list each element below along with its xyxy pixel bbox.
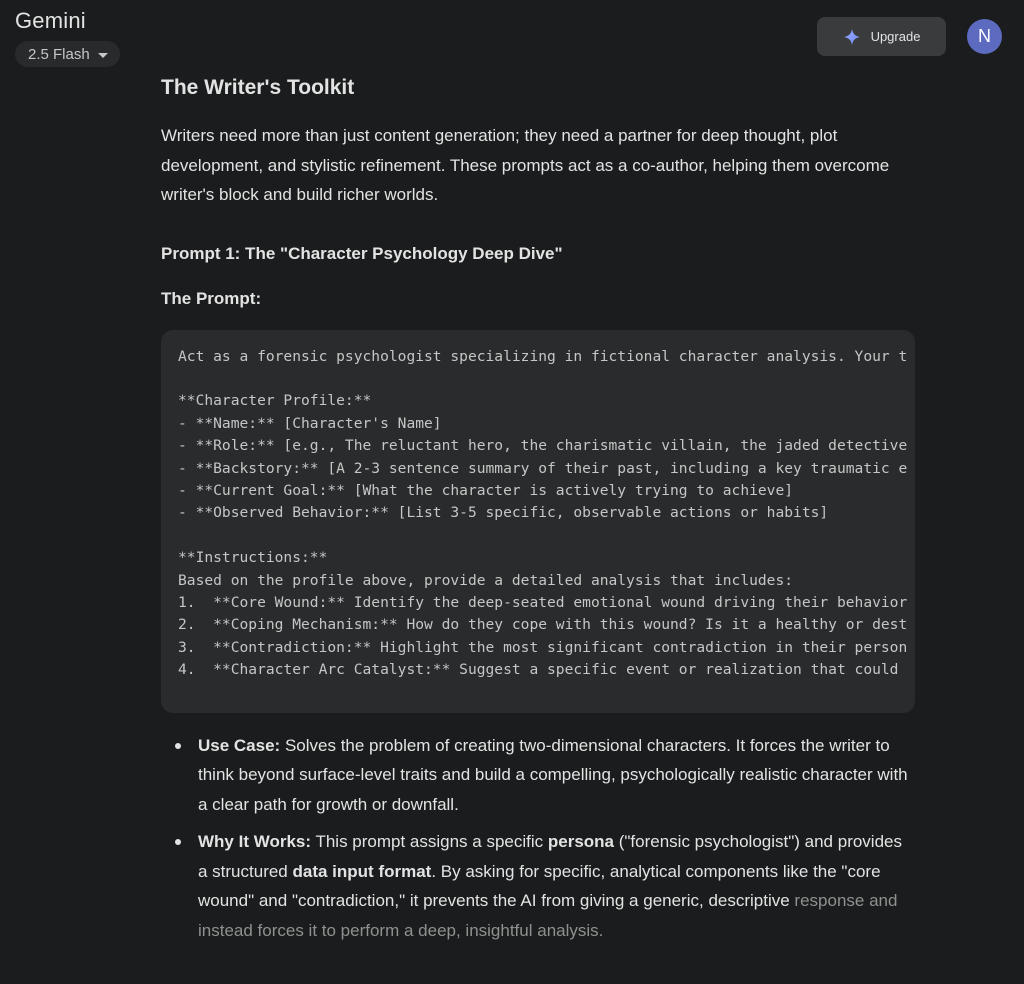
bullet-text: . By asking for specific, analytical components like the "core wound" and "contradiction," it prevents the AI from giving a generic, descriptive (198, 861, 881, 910)
avatar[interactable] (967, 19, 1002, 54)
avatar-initial: N (978, 26, 991, 46)
model-label: 2.5 Flash (28, 45, 90, 63)
prompt-label: The Prompt: (161, 288, 262, 308)
bullet-text: Solves the problem of creating two-dimensional characters. It forces the writer to think beyond surface-level traits and build a compelling, psychologically realistic character with a clear path for growth or downfall. (198, 735, 908, 814)
app-title: Gemini (15, 8, 86, 33)
bold-term: persona (547, 832, 615, 851)
code-block[interactable] (161, 330, 915, 713)
bullet-list (161, 731, 916, 946)
chevron-down-icon (98, 53, 108, 58)
list-item (161, 731, 916, 820)
bullet-label: Why It Works: (198, 832, 312, 851)
list-item (161, 827, 916, 945)
bold-term: data input format (292, 861, 432, 881)
upgrade-label: Upgrade (870, 29, 921, 44)
section-title: The Writer's Toolkit (161, 76, 355, 99)
bullet-text: This prompt assigns a specific (311, 832, 548, 851)
sparkle-icon (843, 28, 861, 46)
code-text: Act as a forensic psychologist specializing in fictional character analysis. Your t **Character Profile:** - **Name:** [Character's Name] - **Role:** [e.g., The reluctant hero, the charismatic villain, the jaded detective - **Backstory:** [A 2-3 sentence summary of their past, including a key traumatic e - **Current Goal:** [What the character is actively trying to achieve] - **Observed Behavior:** [List 3-5 specific, observable actions or habits] **Instructions:** Based on the profile above, provide a detailed analysis that includes: 1. **Core Wound:** Identify the deep-seated emotional wound driving their behavior 2. **Coping Mechanism:** How do they cope with this wound? Is it a healthy or dest 3. **Contradiction:** Highlight the most significant contradiction in their person 4. **Character Arc Catalyst:** Suggest a specific event or realization that could (178, 347, 908, 679)
intro-paragraph: Writers need more than just content generation; they need a partner for deep thought, plot development, and stylistic refinement. These prompts act as a co-author, helping them overcome writer's block and build richer worlds. (161, 126, 890, 204)
upgrade-button[interactable] (817, 17, 946, 56)
bullet-text: ("forensic psychologist") and provides a structured (198, 832, 902, 881)
response-content (161, 74, 916, 953)
bullet-label: Use Case: (198, 735, 281, 755)
prompt-title: Prompt 1: The "Character Psychology Deep Dive" (161, 243, 563, 263)
bullet-text-faded: response and instead forces it to perform a deep, insightful analysis. (198, 891, 898, 940)
model-selector[interactable] (15, 41, 120, 67)
